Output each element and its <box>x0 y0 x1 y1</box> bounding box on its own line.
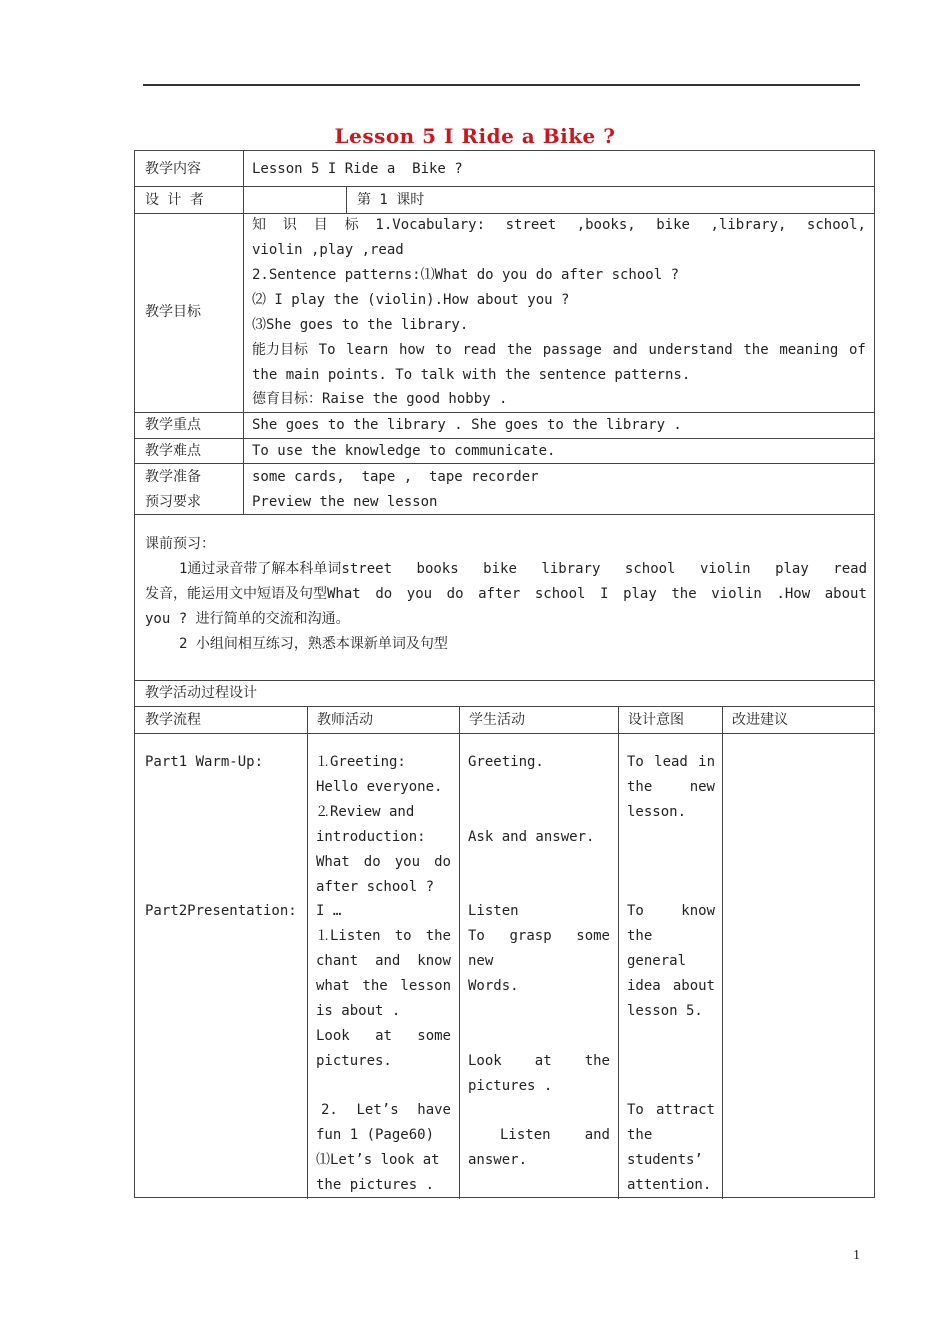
preclass-line-4: 2 小组间相互练习，熟悉本课新单词及句型 <box>179 636 448 652</box>
teacher-line: Hello everyone. <box>316 779 443 795</box>
teacher-line: introduction: <box>316 829 426 845</box>
flow-part2: Part2Presentation: <box>145 903 297 919</box>
flow-part1: Part1 Warm-Up: <box>145 754 264 770</box>
prep-label: 教学准备 <box>145 469 201 485</box>
divider <box>243 151 244 515</box>
intent-line: lesson 5. <box>627 1003 703 1019</box>
teacher-line: after school ? <box>316 879 435 895</box>
teacher-line: 2. Let’s have <box>321 1102 451 1118</box>
student-line: To grasp some <box>468 928 610 944</box>
col-student: 学生活动 <box>469 712 525 728</box>
student-line: answer. <box>468 1152 528 1168</box>
intent-line: To know <box>627 903 715 919</box>
teacher-line: ⒉Review and <box>316 804 415 820</box>
col-teacher: 教师活动 <box>317 712 373 728</box>
student-line: Listen <box>468 903 519 919</box>
preclass-line-1: 1通过录音带了解本科单词street books bike library school violin play read <box>179 561 867 577</box>
intent-line: the <box>627 928 653 944</box>
key-label: 教学重点 <box>145 417 201 433</box>
teacher-line: what the lesson <box>316 978 451 994</box>
preview-label: 预习要求 <box>145 494 201 510</box>
teacher-line: What do you do <box>316 854 451 870</box>
intent-line: lesson. <box>627 804 687 820</box>
goals-label: 教学目标 <box>145 304 201 320</box>
divider <box>459 707 460 1199</box>
teacher-line: ⒈Listen to the <box>316 928 451 944</box>
teacher-line: pictures. <box>316 1053 392 1069</box>
goals-line-1: 知 识 目 标 1.Vocabulary: street ,books, bike ,library, school, <box>252 217 866 233</box>
lesson-plan-table <box>134 150 875 1198</box>
intent-line: To attract <box>627 1102 715 1118</box>
goals-line-4: ⑵ I play the (violin).How about you ? <box>252 292 570 308</box>
content-value: Lesson 5 I Ride a Bike ? <box>252 161 463 177</box>
page-title: Lesson 5 I Ride a Bike ? <box>334 124 616 148</box>
page-number: 1 <box>853 1248 860 1263</box>
difficult-label: 教学难点 <box>145 443 201 459</box>
activity-title: 教学活动过程设计 <box>145 685 257 701</box>
divider <box>618 707 619 1199</box>
header-rule <box>143 84 860 86</box>
teacher-line: I … <box>316 903 342 919</box>
intent-line: the <box>627 1127 653 1143</box>
preclass-line-3: you ? 进行简单的交流和沟通。 <box>145 611 350 627</box>
student-line: Ask and answer. <box>468 829 595 845</box>
intent-line: the new <box>627 779 715 795</box>
teacher-line: chant and know <box>316 953 451 969</box>
divider <box>346 187 347 214</box>
period-label: 第 1 课时 <box>357 192 425 208</box>
student-line: new <box>468 953 494 969</box>
row-designer <box>135 187 874 214</box>
goals-line-7: the main points. To talk with the sentence patterns. <box>252 367 691 383</box>
col-suggest: 改进建议 <box>732 712 788 728</box>
teacher-line: the pictures . <box>316 1177 435 1193</box>
preview-value: Preview the new lesson <box>252 494 438 510</box>
col-intent: 设计意图 <box>628 712 684 728</box>
divider <box>307 707 308 1199</box>
student-line: Words. <box>468 978 519 994</box>
teacher-line: Look at some <box>316 1028 451 1044</box>
student-line: Look at the <box>468 1053 610 1069</box>
teacher-line: fun 1 (Page60) <box>316 1127 435 1143</box>
intent-line: attention. <box>627 1177 712 1193</box>
col-flow: 教学流程 <box>145 712 201 728</box>
goals-line-3: 2.Sentence patterns:⑴What do you do after school ? <box>252 267 680 283</box>
designer-label: 设 计 者 <box>145 192 204 208</box>
goals-line-8: 德育目标：Raise the good hobby . <box>252 391 508 407</box>
goals-line-6: 能力目标 To learn how to read the passage and understand the meaning of <box>252 342 866 358</box>
key-value: She goes to the library . She goes to the library . <box>252 417 682 433</box>
intent-line: students’ <box>627 1152 703 1168</box>
preclass-line-2: 发音，能运用文中短语及句型What do you do after school I play the violin .How about <box>145 586 867 602</box>
student-line: pictures . <box>468 1078 553 1094</box>
student-line: Greeting. <box>468 754 544 770</box>
divider <box>722 707 723 1199</box>
student-line: Listen and <box>500 1127 610 1143</box>
teacher-line: is about . <box>316 1003 401 1019</box>
goals-line-2: violin ,play ,read <box>252 242 404 258</box>
row-content <box>135 151 874 187</box>
goals-line-5: ⑶She goes to the library. <box>252 317 469 333</box>
intent-line: general <box>627 953 687 969</box>
preclass-heading: 课前预习： <box>145 536 215 552</box>
teacher-line: ⑴Let’s look at <box>316 1152 440 1168</box>
difficult-value: To use the knowledge to communicate. <box>252 443 556 459</box>
teacher-line: ⒈Greeting: <box>316 754 406 770</box>
prep-value: some cards, tape , tape recorder <box>252 469 539 485</box>
intent-line: idea about <box>627 978 715 994</box>
content-label: 教学内容 <box>145 161 201 177</box>
intent-line: To lead in <box>627 754 715 770</box>
